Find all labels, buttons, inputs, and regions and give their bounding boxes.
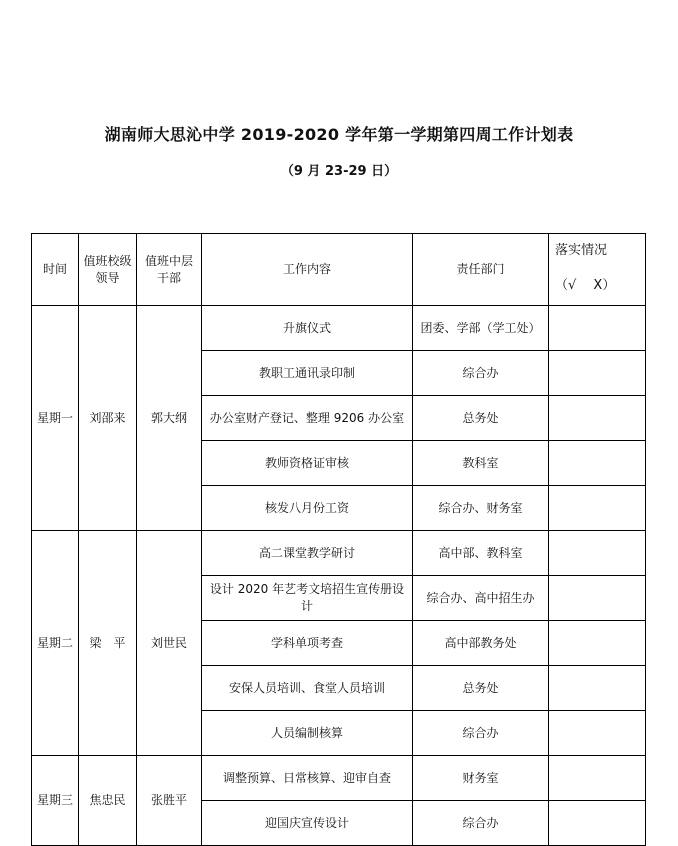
header-mid-leader: 值班中层干部 bbox=[137, 234, 202, 306]
header-time: 时间 bbox=[32, 234, 79, 306]
header-status-label: 落实情况 bbox=[555, 243, 608, 258]
content-cell: 学科单项考查 bbox=[202, 621, 413, 666]
header-dept: 责任部门 bbox=[413, 234, 549, 306]
dept-cell: 综合办、财务室 bbox=[413, 486, 549, 531]
dept-cell: 综合办 bbox=[413, 801, 549, 846]
dept-cell: 综合办 bbox=[413, 711, 549, 756]
mid-leader-cell: 刘世民 bbox=[137, 531, 202, 756]
content-cell: 人员编制核算 bbox=[202, 711, 413, 756]
dept-cell: 财务室 bbox=[413, 756, 549, 801]
page-title: 湖南师大思沁中学 2019-2020 学年第一学期第四周工作计划表 bbox=[104, 125, 574, 144]
content-cell: 办公室财产登记、整理 9206 办公室 bbox=[202, 396, 413, 441]
page-subtitle: （9 月 23-29 日） bbox=[280, 164, 398, 179]
content-cell: 调整预算、日常核算、迎审自查 bbox=[202, 756, 413, 801]
dept-cell: 团委、学部（学工处） bbox=[413, 306, 549, 351]
mid-leader-cell: 郭大纲 bbox=[137, 306, 202, 531]
mid-leader-cell: 张胜平 bbox=[137, 756, 202, 846]
content-cell: 升旗仪式 bbox=[202, 306, 413, 351]
table-row bbox=[32, 306, 646, 351]
school-leader-cell: 刘邵来 bbox=[79, 306, 137, 531]
day-cell: 星期一 bbox=[32, 306, 79, 531]
status-cell[interactable] bbox=[549, 801, 646, 846]
content-cell: 迎国庆宣传设计 bbox=[202, 801, 413, 846]
dept-cell: 总务处 bbox=[413, 666, 549, 711]
dept-cell: 高中部、教科室 bbox=[413, 531, 549, 576]
dept-cell: 总务处 bbox=[413, 396, 549, 441]
table-header-row bbox=[32, 234, 646, 306]
dept-cell: 教科室 bbox=[413, 441, 549, 486]
status-cell[interactable] bbox=[549, 441, 646, 486]
status-cell[interactable] bbox=[549, 621, 646, 666]
content-cell: 设计 2020 年艺考文培招生宣传册设计 bbox=[202, 576, 413, 621]
day-cell: 星期三 bbox=[32, 756, 79, 846]
school-leader-cell: 焦忠民 bbox=[79, 756, 137, 846]
status-cell[interactable] bbox=[549, 351, 646, 396]
content-cell: 教职工通讯录印制 bbox=[202, 351, 413, 396]
dept-cell: 高中部教务处 bbox=[413, 621, 549, 666]
table-row bbox=[32, 756, 646, 801]
dept-cell: 综合办 bbox=[413, 351, 549, 396]
status-cell[interactable] bbox=[549, 396, 646, 441]
header-status-marks: （√ X） bbox=[555, 278, 616, 293]
content-cell: 核发八月份工资 bbox=[202, 486, 413, 531]
status-cell[interactable] bbox=[549, 666, 646, 711]
header-status bbox=[549, 234, 646, 306]
header-school-leader: 值班校级领导 bbox=[79, 234, 137, 306]
work-plan-table bbox=[31, 233, 646, 846]
status-cell[interactable] bbox=[549, 531, 646, 576]
status-cell[interactable] bbox=[549, 756, 646, 801]
table-row bbox=[32, 531, 646, 576]
day-cell: 星期二 bbox=[32, 531, 79, 756]
header-content: 工作内容 bbox=[202, 234, 413, 306]
status-cell[interactable] bbox=[549, 576, 646, 621]
content-cell: 安保人员培训、食堂人员培训 bbox=[202, 666, 413, 711]
status-cell[interactable] bbox=[549, 711, 646, 756]
status-cell[interactable] bbox=[549, 486, 646, 531]
content-cell: 教师资格证审核 bbox=[202, 441, 413, 486]
school-leader-cell: 梁 平 bbox=[79, 531, 137, 756]
content-cell: 高二课堂教学研讨 bbox=[202, 531, 413, 576]
status-cell[interactable] bbox=[549, 306, 646, 351]
dept-cell: 综合办、高中招生办 bbox=[413, 576, 549, 621]
